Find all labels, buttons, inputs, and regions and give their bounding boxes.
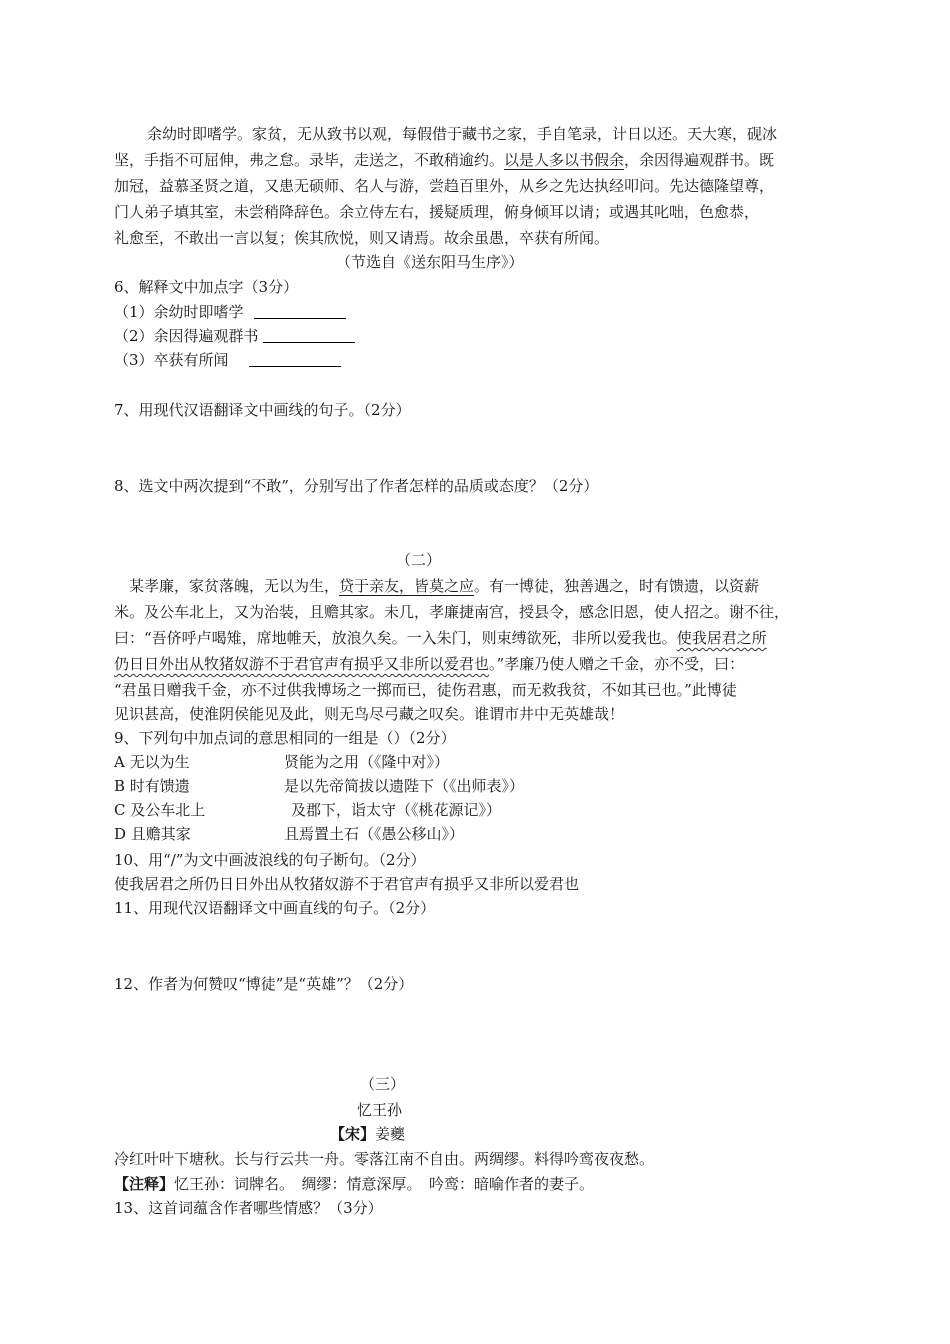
- question-11: 11、用现代汉语翻译文中画直线的句子。（2分）: [114, 899, 436, 917]
- passage1-line-4: 门人弟子填其室，未尝稍降辞色。余立侍左右，援疑质理，俯身倾耳以请；或遇其叱咄，色愈恭，: [114, 203, 760, 221]
- passage2-line-5: “君虽日赠我千金，亦不过供我博场之一掷而已，徒伤君惠，而无救我贫，不如其已也。”此博徒: [114, 681, 737, 699]
- question-7: 7、用现代汉语翻译文中画线的句子。（2分）: [114, 401, 411, 419]
- poem-author: 【宋】姜夔: [330, 1125, 406, 1143]
- question-8: 8、选文中两次提到“不敢”，分别写出了作者怎样的品质或态度？（2分）: [114, 477, 599, 495]
- answer-blank[interactable]: [263, 328, 355, 343]
- question-10-title: 10、用“/”为文中画波浪线的句子断句。（2分）: [114, 851, 426, 869]
- question-9-option-a: A 无以为生 贤能为之用（《隆中对》）: [114, 753, 450, 771]
- question-6-item-3: （3）卒获有所闻: [114, 348, 341, 372]
- underlined-sentence-2: 贷于亲友，皆莫之应: [339, 577, 475, 595]
- poem-text: 冷红叶叶下塘秋。长与行云共一舟。零落江南不自由。两绸缪。料得吟鸾夜夜愁。: [114, 1150, 655, 1168]
- wavy-sentence-part-2: 仍日日外出从牧猪奴游不于君官声有损乎又非所以爱君也: [114, 655, 490, 673]
- poem-title: 忆王孙: [357, 1101, 403, 1119]
- passage2-line-4: 仍日日外出从牧猪奴游不于君官声有损乎又非所以爱君也。”孝廉乃使人赠之千金，亦不受，曰：: [114, 655, 745, 673]
- answer-blank[interactable]: [254, 304, 346, 319]
- question-9-option-c: C 及公车北上 及郡下，诣太守（《桃花源记》）: [114, 801, 502, 819]
- wavy-sentence-part-1: 使我居君之所: [676, 629, 767, 647]
- passage1-line-1: 余幼时即嗜学。家贫，无从致书以观，每假借于藏书之家，手自笔录，计日以还。天大寒，砚冰: [147, 125, 778, 143]
- passage2-line-1: 某孝廉，家贫落魄，无以为生，贷于亲友，皆莫之应。有一博徒，独善遇之，时有馈遗，以资薪: [129, 577, 760, 595]
- question-6-title: 6、解释文中加点字（3分）: [114, 278, 299, 296]
- passage2-heading: （二）: [396, 551, 442, 569]
- passage2-line-3: 曰：“吾侪呼卢喝雉，席地帷天，放浪久矣。一入朱门，则束缚欲死，非所以爱我也。使我居君之所: [114, 629, 767, 647]
- question-6-item-2: （2）余因得遍观群书: [114, 324, 355, 348]
- passage2-line-6: 见识甚高，使淮阴侯能见及此，则无鸟尽弓藏之叹矣。谁谓市井中无英雄哉！: [114, 705, 625, 723]
- passage1-line-3: 加冠，益慕圣贤之道，又患无硕师、名人与游，尝趋百里外，从乡之先达执经叩问。先达德隆望尊，: [114, 177, 775, 195]
- question-9-option-b: B 时有馈遗 是以先帝简拔以遗陛下（《出师表》）: [114, 777, 525, 795]
- question-12: 12、作者为何赞叹“博徒”是“英雄”？（2分）: [114, 975, 414, 993]
- passage2-line-2: 米。及公车北上，又为治装，且赡其家。未几，孝廉捷南宫，授县令，感念旧恩，使人招之。谢不往，: [114, 603, 790, 621]
- underlined-sentence-1: 以是人多以书假余: [504, 151, 625, 169]
- poem-note: 【注释】忆王孙：词牌名。 绸缪：情意深厚。 吟鸾：暗喻作者的妻子。: [114, 1175, 595, 1193]
- question-13: 13、这首词蕴含作者哪些情感？（3分）: [114, 1199, 383, 1217]
- question-6-item-1: （1）余幼时即嗜学: [114, 300, 346, 324]
- passage3-heading: （三）: [360, 1075, 406, 1093]
- passage1-line-2: 坚，手指不可屈伸，弗之怠。录毕，走送之，不敢稍逾约。以是人多以书假余，余因得遍观群书。既: [114, 151, 775, 169]
- passage1-source: （节选自《送东阳马生序》）: [336, 253, 524, 271]
- passage1-line-5: 礼愈至，不敢出一言以复；俟其欣悦，则又请焉。故余虽愚，卒获有所闻。: [114, 229, 610, 247]
- question-9-title: 9、下列句中加点词的意思相同的一组是（）（2分）: [114, 729, 456, 747]
- answer-blank[interactable]: [249, 352, 341, 367]
- question-9-option-d: D 且赡其家 且焉置土石（《愚公移山》）: [114, 825, 465, 843]
- question-10-sentence: 使我居君之所仍日日外出从牧猪奴游不于君官声有损乎又非所以爱君也: [114, 875, 580, 893]
